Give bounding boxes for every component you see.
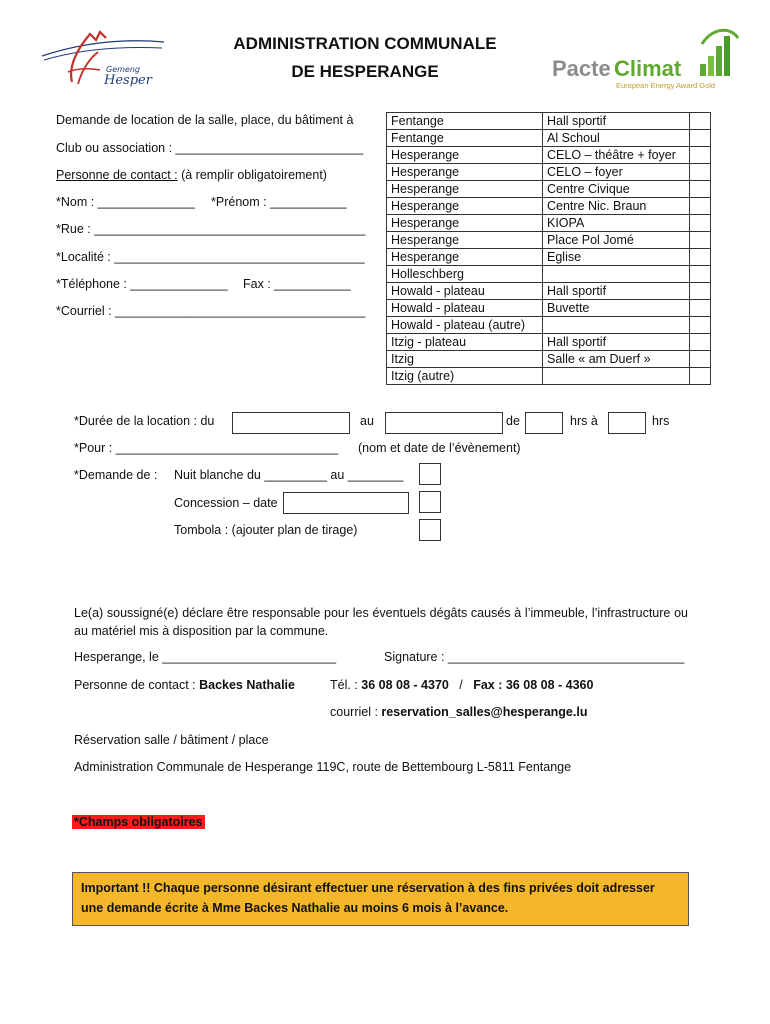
address-line-2: Administration Communale de Hesperange 119C, route de Bettembourg L-5811 Fentange [74, 760, 572, 774]
fax-label: Fax : [473, 678, 503, 692]
demande-text: Demande de location de la salle, place, du bâtiment à [56, 113, 354, 127]
date-from-input[interactable] [232, 412, 350, 434]
hrs-label: hrs [652, 414, 670, 428]
contact-person-label: Personne de contact : [74, 678, 196, 692]
table-row [387, 368, 711, 385]
au-label: au [360, 414, 374, 428]
venue-locality: Holleschberg [387, 266, 543, 283]
table-row [387, 232, 711, 249]
contact-note: (à remplir obligatoirement) [177, 168, 327, 182]
venue-locality: Itzig [387, 351, 543, 368]
club-field[interactable]: Club ou association : ___________________________ [56, 141, 364, 155]
table-row [387, 113, 711, 130]
nom-field[interactable]: *Nom : ______________ [56, 195, 196, 209]
venue-checkbox[interactable] [690, 266, 711, 283]
svg-text:Gemeng: Gemeng [106, 65, 140, 74]
venue-checkbox[interactable] [690, 283, 711, 300]
venue-checkbox[interactable] [690, 334, 711, 351]
venue-checkbox[interactable] [690, 351, 711, 368]
venue-name: Buvette [543, 300, 690, 317]
tel-fax-separator: / [459, 678, 463, 692]
time-from-input[interactable] [525, 412, 563, 434]
venue-name: Centre Civique [543, 181, 690, 198]
nuit-blanche-checkbox[interactable] [419, 463, 441, 485]
table-row [387, 334, 711, 351]
venue-locality: Hesperange [387, 147, 543, 164]
venue-name [543, 317, 690, 334]
table-row [387, 181, 711, 198]
hrs-a-label: hrs à [570, 414, 598, 428]
page-title-line-2: DE HESPERANGE [291, 62, 439, 81]
venue-locality: Hesperange [387, 164, 543, 181]
venue-checkbox[interactable] [690, 300, 711, 317]
venue-name: Hall sportif [543, 334, 690, 351]
venue-name: CELO – théâtre + foyer [543, 147, 690, 164]
courriel-label: courriel : [330, 705, 378, 719]
venues-table [386, 112, 711, 385]
mandatory-fields-text: *Champs obligatoires [74, 815, 203, 829]
table-row [387, 130, 711, 147]
contact-heading [56, 168, 327, 182]
address-line-1: Réservation salle / bâtiment / place [74, 733, 269, 747]
fax-value: 36 08 08 - 4360 [505, 678, 594, 692]
contact-person-name: Backes Nathalie [199, 678, 295, 692]
email-link[interactable]: reservation_salles@hesperange.lu [381, 705, 588, 719]
hesper-logo [38, 26, 168, 88]
venue-locality: Fentange [387, 130, 543, 147]
concession-date-input[interactable] [283, 492, 409, 514]
pour-note: (nom et date de l’évènement) [358, 441, 521, 455]
table-row [387, 351, 711, 368]
venue-name: KIOPA [543, 215, 690, 232]
table-row [387, 249, 711, 266]
date-to-input[interactable] [385, 412, 503, 434]
concession-text: Concession – date [174, 496, 278, 510]
venue-name: Hall sportif [543, 283, 690, 300]
venue-locality: Hesperange [387, 232, 543, 249]
venue-locality: Itzig - plateau [387, 334, 543, 351]
venue-checkbox[interactable] [690, 249, 711, 266]
de-label: de [506, 414, 520, 428]
signature-field[interactable]: Signature : __________________________________ [384, 650, 685, 664]
contact-label: Personne de contact : [56, 168, 178, 182]
fax-field[interactable]: Fax : ___________ [243, 277, 351, 291]
time-to-input[interactable] [608, 412, 646, 434]
venue-checkbox[interactable] [690, 232, 711, 249]
venue-locality: Hesperange [387, 249, 543, 266]
venue-locality: Hesperange [387, 181, 543, 198]
table-row [387, 164, 711, 181]
venue-checkbox[interactable] [690, 113, 711, 130]
pour-field[interactable]: *Pour : ________________________________ [74, 441, 339, 455]
demande-de-label: *Demande de : [74, 468, 158, 482]
declaration-text: Le(a) soussigné(e) déclare être responsable pour les éventuels dégâts causés à l’immeuble, l’infrastructure ou au matériel mis à disposition par la commune. [74, 606, 688, 638]
tel-label: Tél. : [330, 678, 358, 692]
place-date-field[interactable]: Hesperange, le _________________________ [74, 650, 337, 664]
localite-field[interactable]: *Localité : ____________________________________ [56, 250, 365, 264]
venue-name [543, 266, 690, 283]
venue-name: Centre Nic. Braun [543, 198, 690, 215]
duree-label: *Durée de la location : du [74, 414, 215, 428]
venue-checkbox[interactable] [690, 198, 711, 215]
venue-checkbox[interactable] [690, 147, 711, 164]
tombola-text: Tombola : (ajouter plan de tirage) [174, 523, 358, 537]
svg-text:Climat: Climat [614, 56, 682, 81]
venue-name [543, 368, 690, 385]
svg-text:European Energy Award Gold: European Energy Award Gold [616, 81, 716, 90]
table-row [387, 266, 711, 283]
venue-checkbox[interactable] [690, 317, 711, 334]
contact-email-line [330, 705, 587, 719]
telephone-field[interactable]: *Téléphone : ______________ [56, 277, 228, 291]
venue-locality: Itzig (autre) [387, 368, 543, 385]
contact-phone-line [330, 678, 593, 692]
venue-name: Hall sportif [543, 113, 690, 130]
venue-locality: Hesperange [387, 215, 543, 232]
svg-text:Pacte: Pacte [552, 56, 611, 81]
venue-name: Al Schoul [543, 130, 690, 147]
important-notice: Important !! Chaque personne désirant effectuer une réservation à des fins privées doit adresser une demande écrite à Mme Backes Nathalie au moins 6 mois à l’avance. [72, 872, 689, 926]
rue-field[interactable]: *Rue : _______________________________________ [56, 222, 366, 236]
page-title-line-1: ADMINISTRATION COMMUNALE [233, 34, 497, 53]
courriel-field[interactable]: *Courriel : ____________________________________ [56, 304, 366, 318]
pacte-climat-logo [552, 24, 742, 92]
venue-checkbox[interactable] [690, 368, 711, 385]
venue-checkbox[interactable] [690, 181, 711, 198]
tombola-checkbox[interactable] [419, 519, 441, 541]
venue-checkbox[interactable] [690, 215, 711, 232]
tel-value: 36 08 08 - 4370 [361, 678, 449, 692]
venue-locality: Howald - plateau [387, 300, 543, 317]
venue-name: Eglise [543, 249, 690, 266]
mandatory-fields-label [72, 815, 205, 829]
venue-checkbox[interactable] [690, 164, 711, 181]
venue-locality: Howald - plateau [387, 283, 543, 300]
venue-name: CELO – foyer [543, 164, 690, 181]
table-row [387, 215, 711, 232]
contact-person-line [74, 678, 295, 692]
table-row [387, 300, 711, 317]
table-row [387, 283, 711, 300]
venue-locality: Howald - plateau (autre) [387, 317, 543, 334]
table-row [387, 147, 711, 164]
nuit-blanche-text: Nuit blanche du _________ au ________ [174, 468, 404, 482]
table-row [387, 198, 711, 215]
concession-checkbox[interactable] [419, 491, 441, 513]
svg-text:Hesper: Hesper [104, 73, 152, 88]
table-row [387, 317, 711, 334]
venue-locality: Fentange [387, 113, 543, 130]
venue-locality: Hesperange [387, 198, 543, 215]
prenom-field[interactable]: *Prénom : ___________ [211, 195, 347, 209]
venue-checkbox[interactable] [690, 130, 711, 147]
venue-name: Place Pol Jomé [543, 232, 690, 249]
venue-name: Salle « am Duerf » [543, 351, 690, 368]
